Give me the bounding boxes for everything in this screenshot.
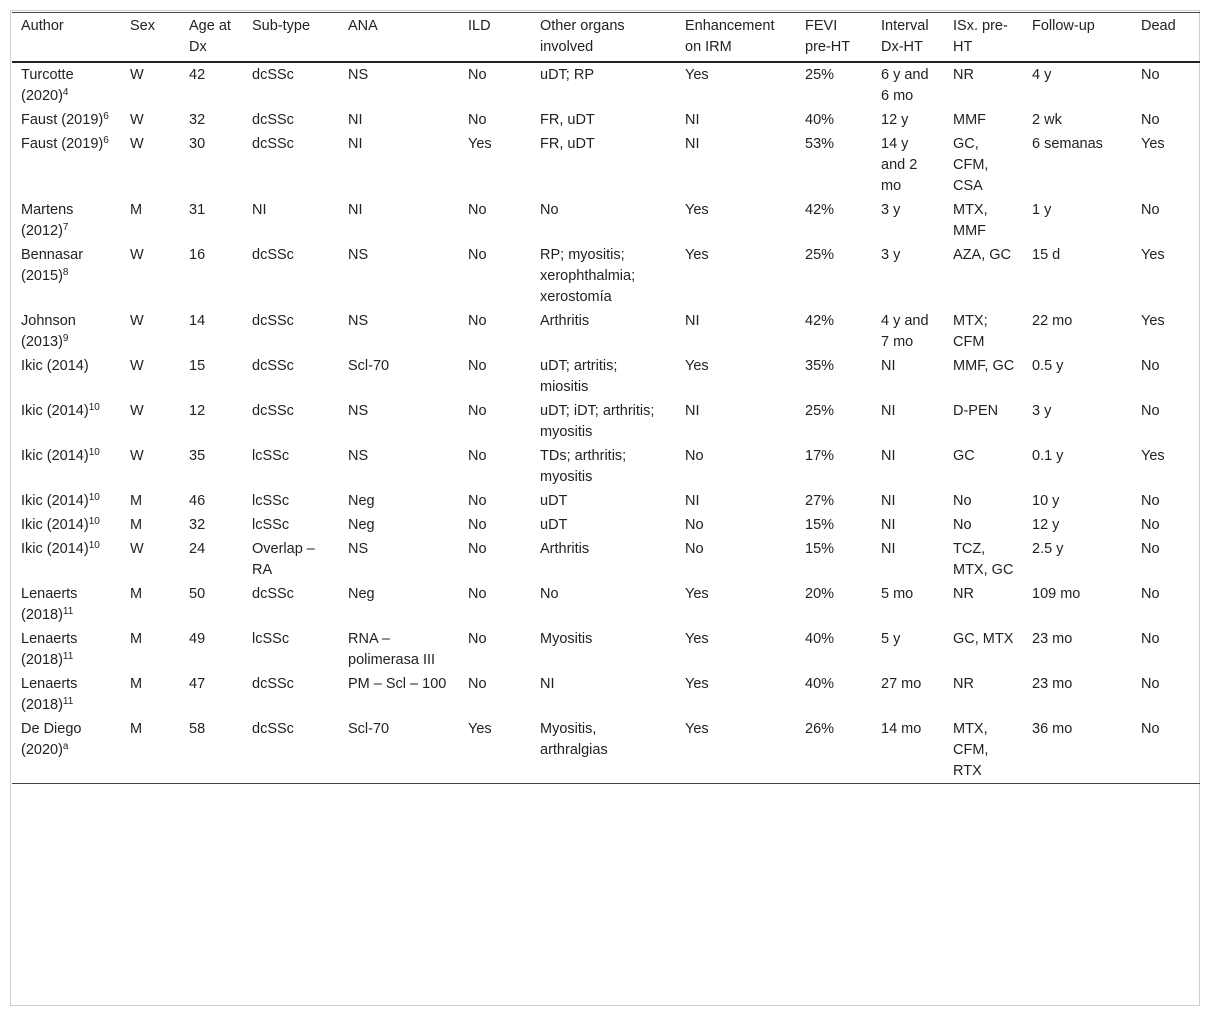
subtype-cell: dcSSc: [252, 112, 294, 128]
organs-cell: FR, uDT: [540, 112, 595, 128]
author-name: Bennasar (2015): [21, 247, 84, 284]
follow-up-cell: 0.5 y: [1032, 358, 1064, 374]
dead-cell: Yes: [1141, 313, 1165, 329]
reference-superscript: 8: [62, 267, 69, 278]
subtype-cell: dcSSc: [252, 358, 294, 374]
age-cell: 14: [189, 313, 206, 329]
organs-cell: Arthritis: [540, 541, 590, 557]
isx-cell: D-PEN: [953, 403, 999, 419]
sex-cell: W: [130, 67, 144, 83]
reference-superscript: 7: [62, 222, 69, 233]
table-row: [12, 627, 1200, 672]
author-cell: [12, 627, 121, 672]
isx-cell: MTX, CFM, RTX: [953, 721, 989, 779]
table-row: [12, 108, 1200, 132]
column-header: Other organs involved: [540, 18, 625, 55]
sex-cell: W: [130, 136, 144, 152]
organs-cell: uDT: [540, 517, 568, 533]
interval-cell: 27 mo: [881, 676, 922, 692]
dead-cell: No: [1141, 676, 1160, 692]
enhancement-cell: Yes: [685, 676, 709, 692]
follow-up-cell: 12 y: [1032, 517, 1060, 533]
column-header: Interval Dx-HT: [881, 18, 929, 55]
author-cell: [12, 489, 121, 513]
follow-up-cell: 4 y: [1032, 67, 1052, 83]
ild-cell: No: [468, 493, 487, 509]
age-cell: 49: [189, 631, 206, 647]
dead-cell: Yes: [1141, 448, 1165, 464]
author-name: Ikic (2014): [21, 358, 89, 374]
author-name: Ikic (2014): [21, 541, 89, 557]
fevi-cell: 35%: [805, 358, 835, 374]
ild-cell: No: [468, 403, 487, 419]
enhancement-cell: NI: [685, 493, 700, 509]
isx-cell: MMF, GC: [953, 358, 1015, 374]
author-cell: [12, 108, 121, 132]
ild-cell: No: [468, 247, 487, 263]
column-header: Sex: [130, 18, 155, 34]
header-row: [12, 13, 1200, 63]
subtype-cell: dcSSc: [252, 136, 294, 152]
enhancement-cell: No: [685, 448, 704, 464]
interval-cell: NI: [881, 448, 896, 464]
organs-cell: Myositis, arthralgias: [540, 721, 608, 758]
sex-cell: M: [130, 631, 143, 647]
ana-cell: Neg: [348, 517, 375, 533]
ild-cell: No: [468, 67, 487, 83]
enhancement-cell: NI: [685, 313, 700, 329]
enhancement-cell: Yes: [685, 202, 709, 218]
enhancement-cell: NI: [685, 112, 700, 128]
reference-superscript: 10: [88, 492, 100, 503]
organs-cell: NI: [540, 676, 555, 692]
sex-cell: W: [130, 448, 144, 464]
subtype-cell: dcSSc: [252, 67, 294, 83]
age-cell: 24: [189, 541, 206, 557]
fevi-cell: 25%: [805, 403, 835, 419]
organs-cell: TDs; arthritis; myositis: [540, 448, 627, 485]
ana-cell: NS: [348, 403, 369, 419]
follow-up-cell: 23 mo: [1032, 676, 1073, 692]
dead-cell: Yes: [1141, 136, 1165, 152]
reference-superscript: 10: [88, 447, 100, 458]
ild-cell: No: [468, 358, 487, 374]
ild-cell: No: [468, 586, 487, 602]
subtype-cell: lcSSc: [252, 517, 290, 533]
column-header: ANA: [348, 18, 378, 34]
column-header: Age at Dx: [189, 18, 231, 55]
interval-cell: 6 y and 6 mo: [881, 67, 929, 104]
column-header: Dead: [1141, 18, 1176, 34]
column-header: ISx. pre-HT: [953, 18, 1008, 55]
author-name: De Diego (2020): [21, 721, 82, 758]
follow-up-cell: 1 y: [1032, 202, 1052, 218]
author-name: Ikic (2014): [21, 517, 89, 533]
organs-cell: Arthritis: [540, 313, 590, 329]
fevi-cell: 42%: [805, 313, 835, 329]
follow-up-cell: 10 y: [1032, 493, 1060, 509]
ana-cell: NI: [348, 136, 363, 152]
author-name: Turcotte (2020): [21, 67, 74, 104]
table-row: [12, 672, 1200, 717]
ild-cell: Yes: [468, 136, 492, 152]
subtype-cell: dcSSc: [252, 586, 294, 602]
author-cell: [12, 672, 121, 717]
age-cell: 12: [189, 403, 206, 419]
ild-cell: No: [468, 676, 487, 692]
follow-up-cell: 22 mo: [1032, 313, 1073, 329]
isx-cell: MTX; CFM: [953, 313, 988, 350]
organs-cell: uDT; iDT; arthritis; myositis: [540, 403, 655, 440]
interval-cell: 3 y: [881, 247, 901, 263]
interval-cell: 4 y and 7 mo: [881, 313, 929, 350]
ana-cell: NS: [348, 67, 369, 83]
isx-cell: TCZ, MTX, GC: [953, 541, 1014, 578]
reference-superscript: 11: [62, 696, 74, 707]
subtype-cell: dcSSc: [252, 247, 294, 263]
isx-cell: GC: [953, 448, 975, 464]
column-header: Enhancement on IRM: [685, 18, 775, 55]
follow-up-cell: 36 mo: [1032, 721, 1073, 737]
author-cell: [12, 582, 121, 627]
ild-cell: No: [468, 517, 487, 533]
subtype-cell: lcSSc: [252, 631, 290, 647]
author-name: Lenaerts (2018): [21, 631, 78, 668]
follow-up-cell: 15 d: [1032, 247, 1061, 263]
author-cell: [12, 198, 121, 243]
ana-cell: Neg: [348, 493, 375, 509]
fevi-cell: 15%: [805, 541, 835, 557]
ana-cell: PM – Scl – 100: [348, 676, 447, 692]
fevi-cell: 25%: [805, 67, 835, 83]
author-cell: [12, 62, 121, 108]
age-cell: 58: [189, 721, 206, 737]
table-row: [12, 243, 1200, 309]
author-cell: [12, 717, 121, 784]
author-name: Lenaerts (2018): [21, 676, 78, 713]
reference-superscript: 10: [88, 402, 100, 413]
fevi-cell: 27%: [805, 493, 835, 509]
age-cell: 46: [189, 493, 206, 509]
dead-cell: No: [1141, 112, 1160, 128]
author-cell: [12, 537, 121, 582]
table-body: [12, 62, 1200, 784]
column-header: ILD: [468, 18, 491, 34]
dead-cell: No: [1141, 517, 1160, 533]
subtype-cell: lcSSc: [252, 493, 290, 509]
author-name: Lenaerts (2018): [21, 586, 78, 623]
column-header: Sub-type: [252, 18, 311, 34]
fevi-cell: 40%: [805, 631, 835, 647]
reference-superscript: 6: [103, 111, 109, 122]
ild-cell: No: [468, 202, 487, 218]
interval-cell: 5 mo: [881, 586, 914, 602]
author-cell: [12, 309, 121, 354]
dead-cell: No: [1141, 493, 1160, 509]
table-row: [12, 717, 1200, 784]
isx-cell: AZA, GC: [953, 247, 1012, 263]
author-cell: [12, 243, 121, 309]
table-row: [12, 354, 1200, 399]
sex-cell: W: [130, 112, 144, 128]
table-row: [12, 62, 1200, 108]
enhancement-cell: Yes: [685, 358, 709, 374]
author-cell: [12, 354, 121, 399]
fevi-cell: 40%: [805, 676, 835, 692]
isx-cell: No: [953, 493, 972, 509]
author-cell: [12, 132, 121, 198]
author-name: Faust (2019): [21, 112, 104, 128]
sex-cell: M: [130, 586, 143, 602]
sex-cell: W: [130, 313, 144, 329]
age-cell: 30: [189, 136, 206, 152]
fevi-cell: 17%: [805, 448, 835, 464]
isx-cell: NR: [953, 67, 974, 83]
subtype-cell: Overlap – RA: [252, 541, 315, 578]
subtype-cell: dcSSc: [252, 403, 294, 419]
dead-cell: No: [1141, 721, 1160, 737]
follow-up-cell: 2 wk: [1032, 112, 1062, 128]
author-name: Johnson (2013): [21, 313, 76, 350]
sex-cell: W: [130, 358, 144, 374]
isx-cell: No: [953, 517, 972, 533]
table-row: [12, 513, 1200, 537]
sex-cell: M: [130, 676, 143, 692]
reference-superscript: 11: [62, 606, 74, 617]
enhancement-cell: Yes: [685, 67, 709, 83]
follow-up-cell: 3 y: [1032, 403, 1052, 419]
age-cell: 50: [189, 586, 206, 602]
sex-cell: W: [130, 541, 144, 557]
interval-cell: NI: [881, 358, 896, 374]
fevi-cell: 15%: [805, 517, 835, 533]
ild-cell: No: [468, 313, 487, 329]
ana-cell: NS: [348, 313, 369, 329]
follow-up-cell: 0.1 y: [1032, 448, 1064, 464]
ana-cell: NI: [348, 112, 363, 128]
column-header: Follow-up: [1032, 18, 1095, 34]
table-row: [12, 198, 1200, 243]
enhancement-cell: No: [685, 541, 704, 557]
ana-cell: NS: [348, 448, 369, 464]
interval-cell: NI: [881, 403, 896, 419]
enhancement-cell: No: [685, 517, 704, 533]
age-cell: 16: [189, 247, 206, 263]
enhancement-cell: NI: [685, 136, 700, 152]
reference-superscript: 10: [88, 516, 100, 527]
column-header: FEVI pre-HT: [805, 18, 851, 55]
isx-cell: NR: [953, 586, 974, 602]
ana-cell: NI: [348, 202, 363, 218]
case-reports-table: [12, 12, 1200, 784]
dead-cell: Yes: [1141, 247, 1165, 263]
interval-cell: NI: [881, 541, 896, 557]
fevi-cell: 20%: [805, 586, 835, 602]
isx-cell: GC, MTX: [953, 631, 1014, 647]
isx-cell: GC, CFM, CSA: [953, 136, 989, 194]
subtype-cell: dcSSc: [252, 676, 294, 692]
ild-cell: No: [468, 631, 487, 647]
ild-cell: No: [468, 112, 487, 128]
organs-cell: Myositis: [540, 631, 593, 647]
column-header: Author: [21, 18, 64, 34]
reference-superscript: 4: [62, 87, 69, 98]
ana-cell: Neg: [348, 586, 375, 602]
table-row: [12, 444, 1200, 489]
author-cell: [12, 513, 121, 537]
author-cell: [12, 399, 121, 444]
organs-cell: No: [540, 586, 559, 602]
ild-cell: No: [468, 448, 487, 464]
interval-cell: 14 mo: [881, 721, 922, 737]
enhancement-cell: Yes: [685, 247, 709, 263]
ana-cell: NS: [348, 247, 369, 263]
sex-cell: M: [130, 517, 143, 533]
table-row: [12, 582, 1200, 627]
reference-superscript: 10: [88, 540, 100, 551]
interval-cell: 14 y and 2 mo: [881, 136, 918, 194]
fevi-cell: 53%: [805, 136, 835, 152]
ana-cell: NS: [348, 541, 369, 557]
dead-cell: No: [1141, 631, 1160, 647]
fevi-cell: 25%: [805, 247, 835, 263]
reference-superscript: 11: [62, 651, 74, 662]
age-cell: 15: [189, 358, 206, 374]
subtype-cell: dcSSc: [252, 313, 294, 329]
interval-cell: 5 y: [881, 631, 901, 647]
ana-cell: RNA – polimerasa III: [348, 631, 436, 668]
sex-cell: M: [130, 493, 143, 509]
organs-cell: uDT: [540, 493, 568, 509]
organs-cell: RP; myositis; xerophthalmia; xerostomía: [540, 247, 636, 305]
ild-cell: Yes: [468, 721, 492, 737]
age-cell: 32: [189, 112, 206, 128]
enhancement-cell: NI: [685, 403, 700, 419]
author-name: Ikic (2014): [21, 493, 89, 509]
reference-superscript: 9: [62, 333, 69, 344]
author-name: Ikic (2014): [21, 448, 89, 464]
reference-superscript: a: [62, 741, 69, 752]
organs-cell: uDT; RP: [540, 67, 594, 83]
age-cell: 42: [189, 67, 206, 83]
organs-cell: uDT; artritis; miositis: [540, 358, 618, 395]
organs-cell: No: [540, 202, 559, 218]
isx-cell: MMF: [953, 112, 987, 128]
isx-cell: NR: [953, 676, 974, 692]
enhancement-cell: Yes: [685, 586, 709, 602]
follow-up-cell: 109 mo: [1032, 586, 1081, 602]
dead-cell: No: [1141, 586, 1160, 602]
subtype-cell: NI: [252, 202, 267, 218]
age-cell: 35: [189, 448, 206, 464]
dead-cell: No: [1141, 67, 1160, 83]
enhancement-cell: Yes: [685, 721, 709, 737]
sex-cell: W: [130, 247, 144, 263]
follow-up-cell: 2.5 y: [1032, 541, 1064, 557]
age-cell: 31: [189, 202, 206, 218]
table-row: [12, 537, 1200, 582]
dead-cell: No: [1141, 358, 1160, 374]
interval-cell: NI: [881, 493, 896, 509]
table-row: [12, 309, 1200, 354]
ana-cell: Scl-70: [348, 721, 390, 737]
author-name: Martens (2012): [21, 202, 74, 239]
interval-cell: 12 y: [881, 112, 909, 128]
fevi-cell: 42%: [805, 202, 835, 218]
isx-cell: MTX, MMF: [953, 202, 988, 239]
table-row: [12, 489, 1200, 513]
ana-cell: Scl-70: [348, 358, 390, 374]
dead-cell: No: [1141, 202, 1160, 218]
ild-cell: No: [468, 541, 487, 557]
table-row: [12, 132, 1200, 198]
author-name: Faust (2019): [21, 136, 104, 152]
dead-cell: No: [1141, 541, 1160, 557]
age-cell: 47: [189, 676, 206, 692]
dead-cell: No: [1141, 403, 1160, 419]
table-row: [12, 399, 1200, 444]
fevi-cell: 40%: [805, 112, 835, 128]
reference-superscript: 6: [103, 135, 109, 146]
fevi-cell: 26%: [805, 721, 835, 737]
organs-cell: FR, uDT: [540, 136, 595, 152]
sex-cell: M: [130, 721, 143, 737]
enhancement-cell: Yes: [685, 631, 709, 647]
subtype-cell: lcSSc: [252, 448, 290, 464]
follow-up-cell: 6 semanas: [1032, 136, 1103, 152]
age-cell: 32: [189, 517, 206, 533]
interval-cell: NI: [881, 517, 896, 533]
author-cell: [12, 444, 121, 489]
author-name: Ikic (2014): [21, 403, 89, 419]
subtype-cell: dcSSc: [252, 721, 294, 737]
sex-cell: M: [130, 202, 143, 218]
sex-cell: W: [130, 403, 144, 419]
follow-up-cell: 23 mo: [1032, 631, 1073, 647]
interval-cell: 3 y: [881, 202, 901, 218]
